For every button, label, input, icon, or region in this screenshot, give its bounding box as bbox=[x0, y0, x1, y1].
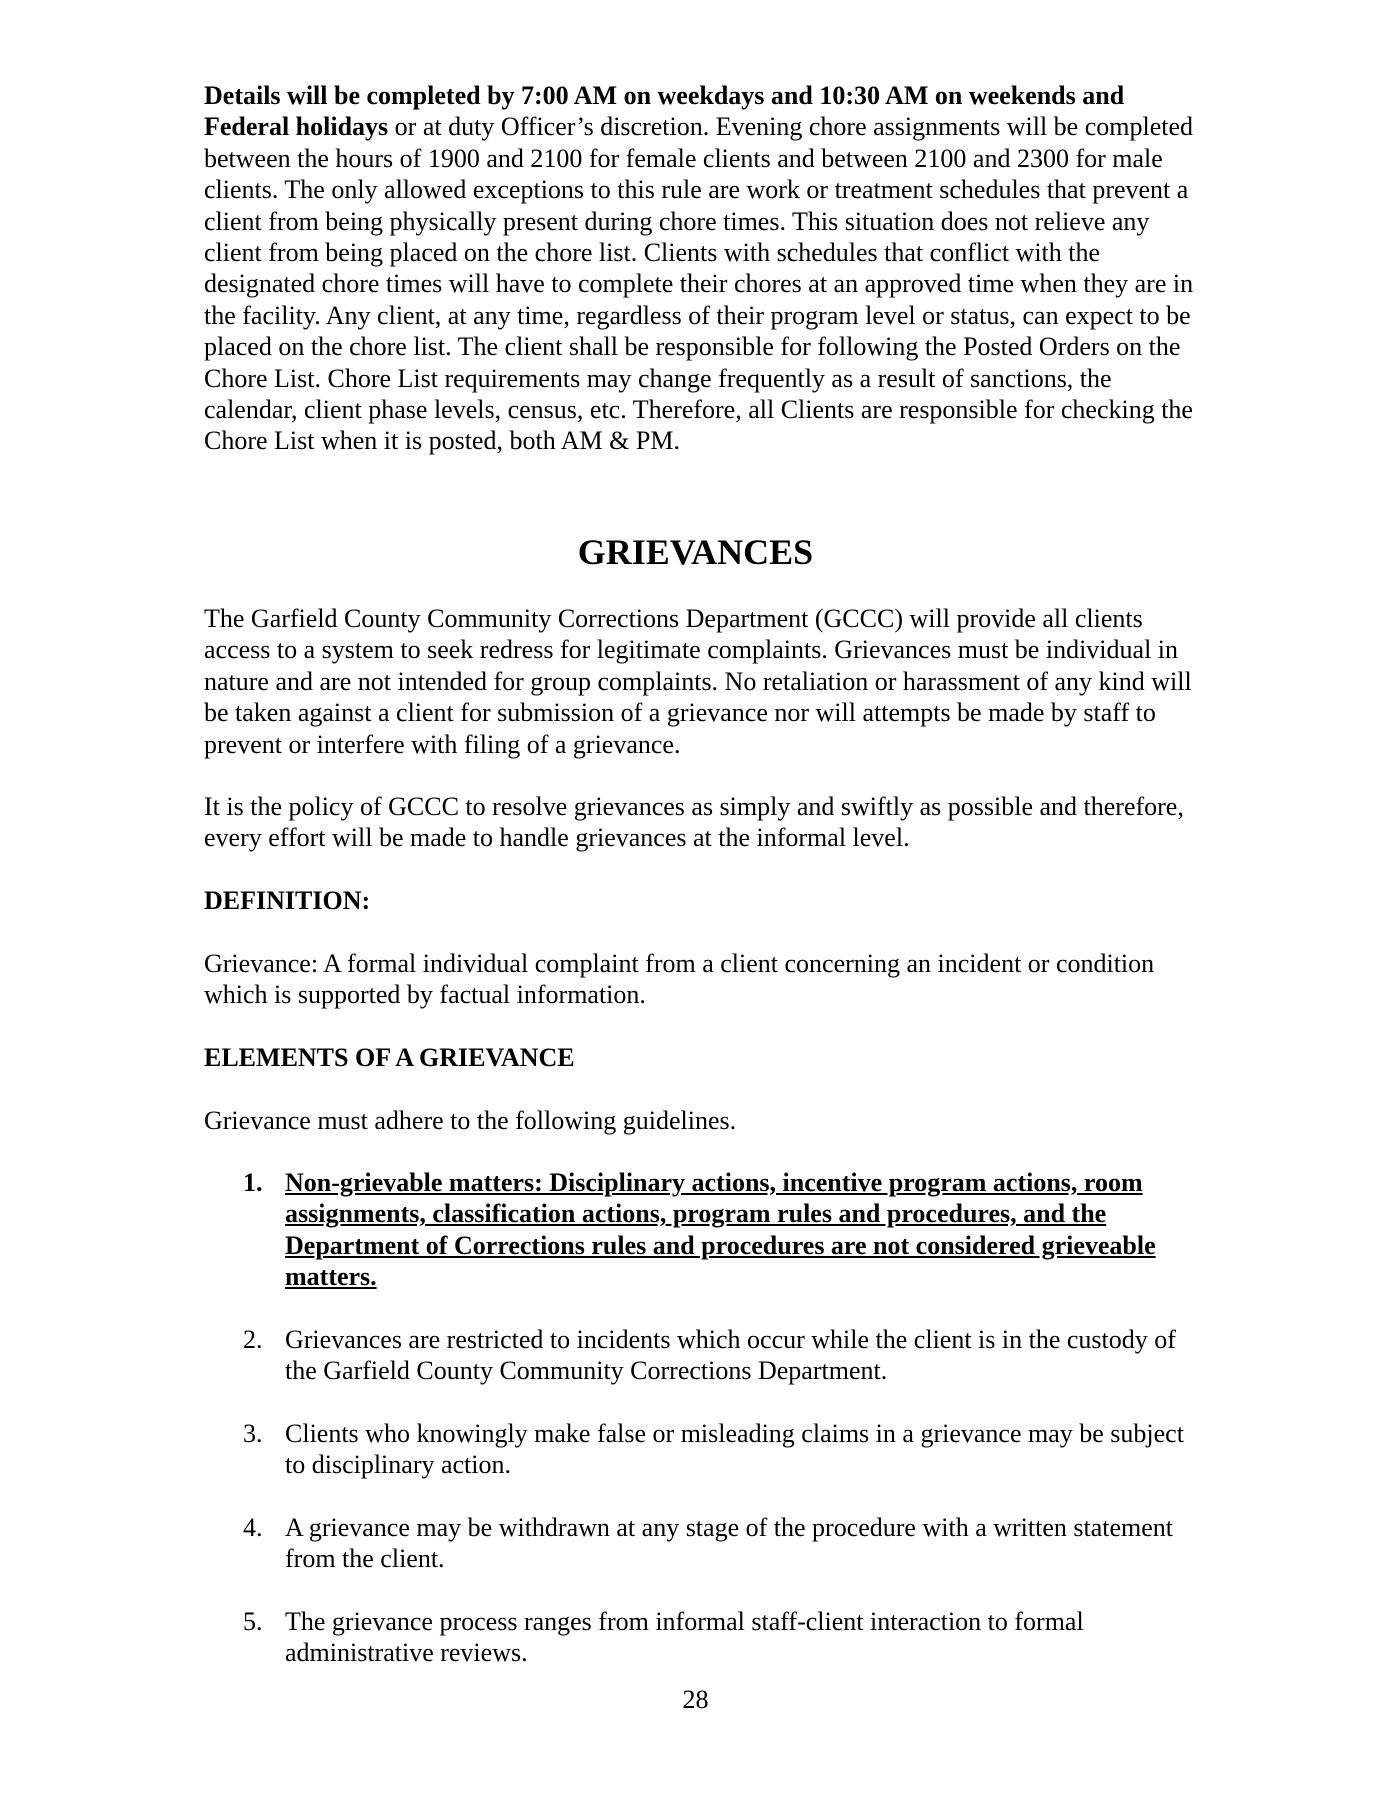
page-number: 28 bbox=[682, 1685, 709, 1714]
elements-heading: ELEMENTS OF A GRIEVANCE bbox=[204, 1043, 575, 1072]
definition-text: Grievance: A formal individual complaint from a client concerning an incident or condition which is supported by factual information. bbox=[204, 949, 1155, 1010]
list-item-number: 5. bbox=[243, 1607, 263, 1636]
list-item-number: 2. bbox=[243, 1325, 263, 1354]
resolution-paragraph: It is the policy of GCCC to resolve grievances as simply and swiftly as possible and therefore, every effort will be made to handle grievances at the informal level. bbox=[204, 792, 1184, 853]
policy-paragraph: The Garfield County Community Corrections Department (GCCC) will provide all clients access to a system to seek redress for legitimate complaints. Grievances must be individual in nature and are not intended for group complaints. No retaliation or harassment of any kind will be taken against a client for submission of a grievance nor will attempts be made by staff to prevent or interfere with filing of a grievance. bbox=[204, 604, 1192, 759]
list-item-text: Clients who knowingly make false or misleading claims in a grievance may be subject to disciplinary action. bbox=[285, 1419, 1184, 1480]
list-item-number: 4. bbox=[243, 1513, 263, 1542]
definition-heading: DEFINITION: bbox=[204, 886, 371, 915]
list-item-number: 3. bbox=[243, 1419, 263, 1448]
list-item-number: 1. bbox=[243, 1168, 263, 1197]
section-title: GRIEVANCES bbox=[577, 532, 814, 572]
intro-paragraph bbox=[204, 80, 1194, 457]
elements-intro: Grievance must adhere to the following guidelines. bbox=[204, 1106, 737, 1135]
list-item-text: Grievances are restricted to incidents which occur while the client is in the custody of the Garfield County Community Corrections Department. bbox=[285, 1325, 1176, 1386]
intro-bold-lead: Details will be completed by 7:00 AM on weekdays and 10:30 AM on weekends and Federal holidays bbox=[204, 81, 1125, 142]
list-item-text: The grievance process ranges from informal staff-client interaction to formal administrative reviews. bbox=[285, 1607, 1084, 1668]
list-item-text: Non-grievable matters: Disciplinary actions, incentive program actions, room assignments, classification actions, program rules and procedures, and the Department of Corrections rules and procedures are not considered grieveable matters. bbox=[285, 1168, 1156, 1292]
intro-rest: or at duty Officer’s discretion. Evening chore assignments will be completed between the hours of 1900 and 2100 for female clients and between 2100 and 2300 for male clients. The only allowed exceptions to this rule are work or treatment schedules that prevent a client from being physically present during chore times. This situation does not relieve any client from being placed on the chore list. Clients with schedules that conflict with the designated chore times will have to complete their chores at an approved time when they are in the facility. Any client, at any time, regardless of their program level or status, can expect to be placed on the chore list. The client shall be responsible for following the Posted Orders on the Chore List. Chore List requirements may change frequently as a result of sanctions, the calendar, client phase levels, census, etc. Therefore, all Clients are responsible for checking the Chore List when it is posted, both AM & PM. bbox=[204, 112, 1194, 456]
list-item-text: A grievance may be withdrawn at any stage of the procedure with a written statement from the client. bbox=[285, 1513, 1174, 1574]
